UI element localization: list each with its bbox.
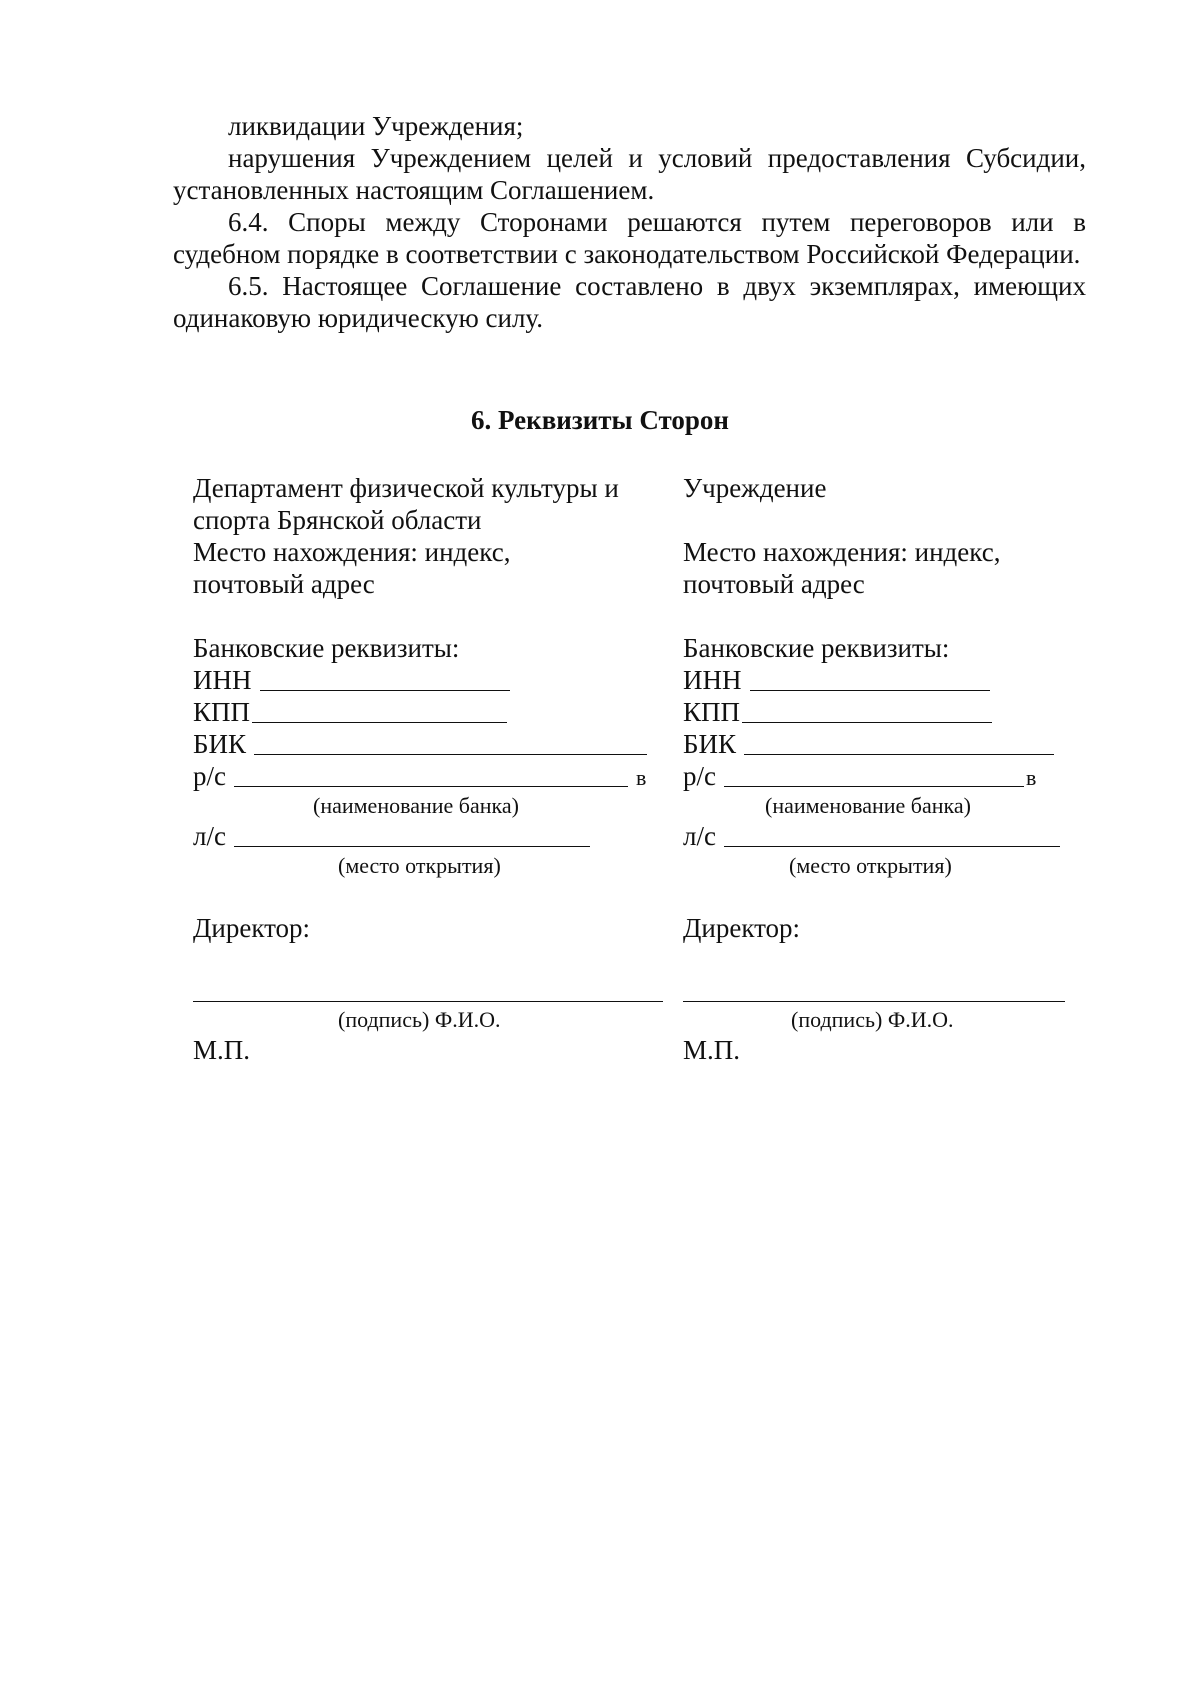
kpp-label: КПП [193,697,251,727]
inn-field [683,664,1073,696]
rs-tail: в [1026,765,1037,790]
section-title: 6. Реквизиты Сторон [471,405,729,435]
org-name-line1: Учреждение [683,473,827,503]
inn-field [193,664,663,696]
body-text [173,110,1086,334]
inn-blank [260,689,510,691]
ls-blank [234,845,590,847]
director-label: Директор: [193,913,311,943]
bank-heading: Банковские реквизиты: [193,633,460,663]
rs-blank [724,785,1024,787]
kpp-field [683,696,1073,728]
address-label-2: почтовый адрес [683,569,865,599]
rs-tail: в [636,765,647,790]
director-label: Директор: [683,913,801,943]
paragraph-liquidation: ликвидации Учреждения; [228,111,524,141]
bik-field [683,728,1073,760]
rs-blank [234,785,628,787]
paragraph-violation: нарушения Учреждением целей и условий предоставления Субсидии, установленных настоящим Соглашением. [173,143,1086,205]
party-left [193,472,663,1066]
inn-blank [750,689,990,691]
kpp-blank [742,721,992,723]
signature-line [683,1000,1065,1002]
ls-caption: (место открытия) [338,853,501,878]
party-right [683,472,1073,1066]
org-name-line2: спорта Брянской области [193,505,482,535]
address-label: Место нахождения: индекс, [193,537,511,567]
kpp-field [193,696,663,728]
signature-caption: (подпись) Ф.И.О. [791,1007,954,1032]
inn-label: ИНН [683,665,742,695]
ls-field [683,820,1073,852]
ls-caption: (место открытия) [789,853,952,878]
paragraph-6-5: 6.5. Настоящее Соглашение составлено в двух экземплярах, имеющих одинаковую юридическую силу. [173,271,1086,333]
bank-name-caption: (наименование банка) [313,793,519,818]
bik-blank [254,753,647,755]
ls-field [193,820,663,852]
bik-blank [744,753,1054,755]
kpp-blank [252,721,507,723]
signature-line [193,1000,663,1002]
rs-field [193,760,663,792]
rs-label: р/с [193,761,226,791]
stamp-label: М.П. [193,1035,251,1065]
bank-heading: Банковские реквизиты: [683,633,950,663]
ls-label: л/с [683,821,716,851]
bik-label: БИК [683,729,737,759]
ls-label: л/с [193,821,226,851]
kpp-label: КПП [683,697,741,727]
inn-label: ИНН [193,665,252,695]
paragraph-6-4: 6.4. Споры между Сторонами решаются путем переговоров или в судебном порядке в соответствии с законодательством Российской Федерации. [173,207,1086,269]
rs-label: р/с [683,761,716,791]
bik-field [193,728,663,760]
ls-blank [724,845,1060,847]
address-label-2: почтовый адрес [193,569,375,599]
address-label: Место нахождения: индекс, [683,537,1001,567]
bank-name-caption: (наименование банка) [765,793,971,818]
org-name-line1: Департамент физической культуры и [193,473,619,503]
signature-caption: (подпись) Ф.И.О. [338,1007,501,1032]
rs-field [683,760,1073,792]
bik-label: БИК [193,729,247,759]
stamp-label: М.П. [683,1035,741,1065]
